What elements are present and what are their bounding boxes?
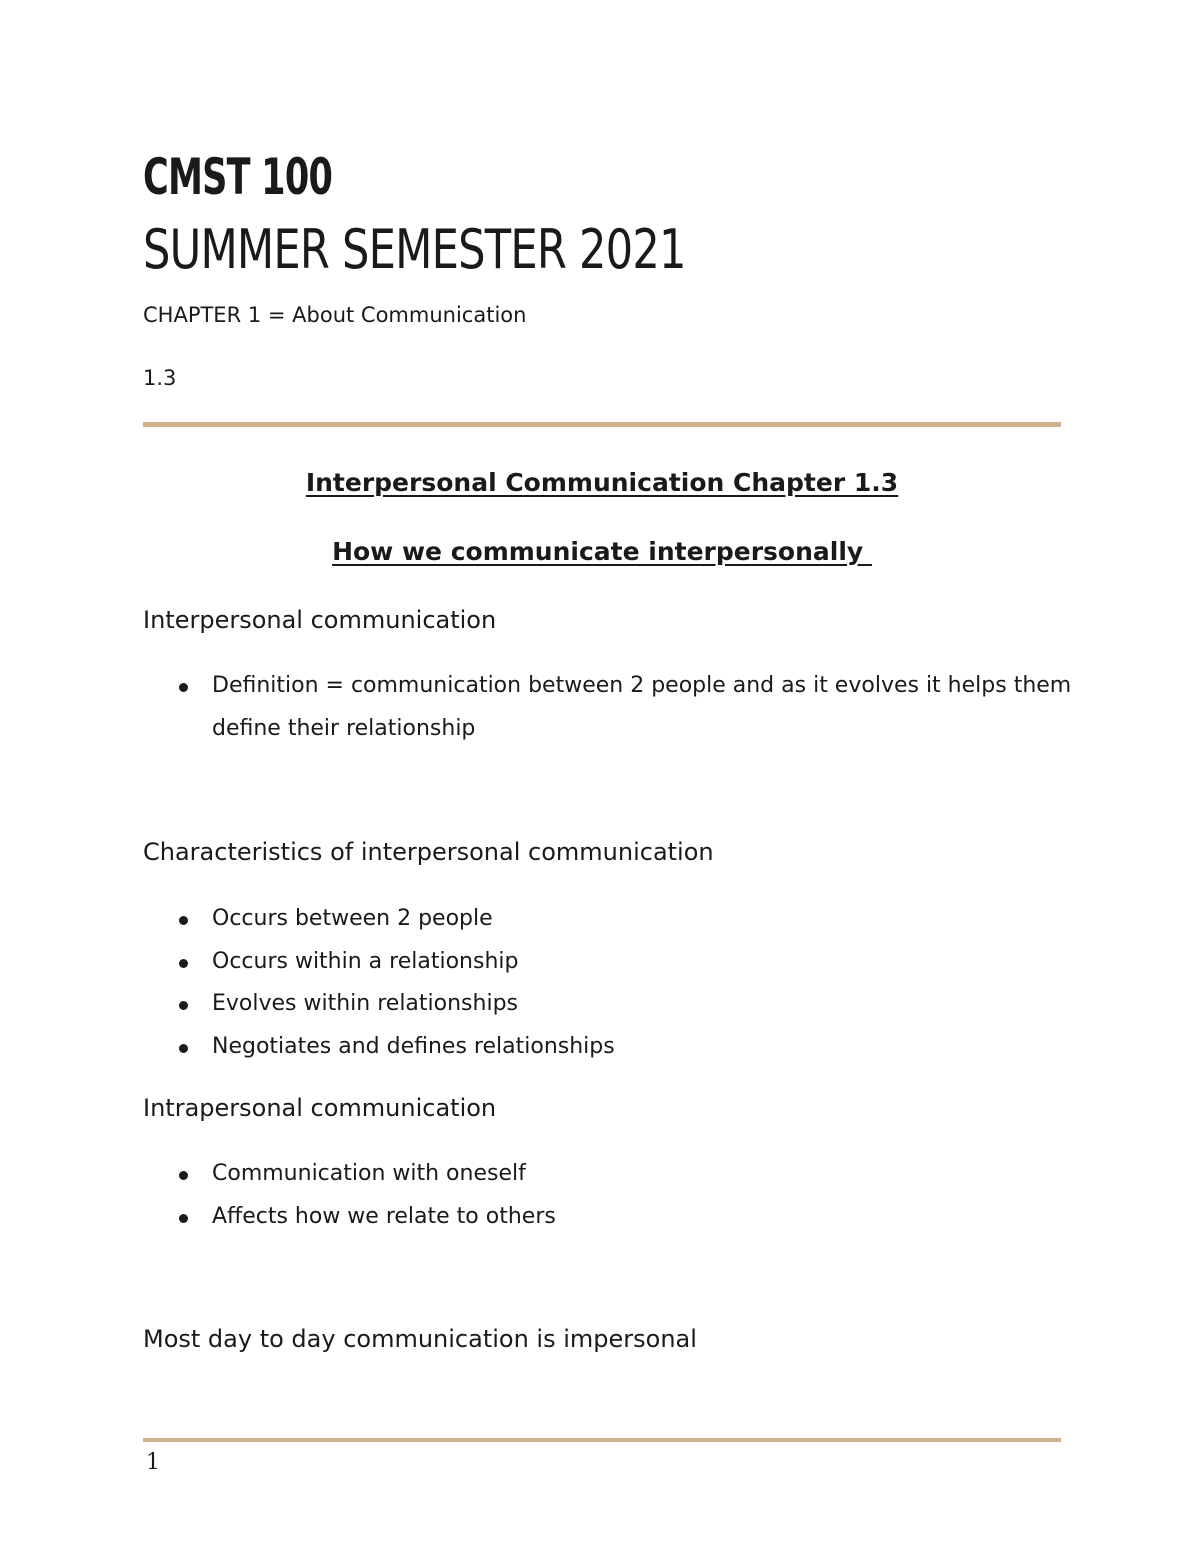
list-item (143, 665, 1072, 750)
interpersonal-list (143, 665, 1072, 750)
list-item-text: Occurs within a relationship (212, 948, 519, 974)
list-item (143, 1196, 1061, 1239)
list-item-text: Definition = communication between 2 people and as it evolves it helps them define their relationship (212, 673, 1072, 741)
intrapersonal-list (143, 1153, 1061, 1238)
characteristics-list (143, 898, 1061, 1068)
course-title: CMST 100 (143, 148, 333, 206)
subheading: How we communicate interpersonally (332, 537, 872, 566)
bullet-icon (179, 683, 188, 692)
list-item-text: Negotiates and defines relationships (212, 1033, 615, 1059)
list-item-text: Communication with oneself (212, 1161, 526, 1186)
list-item (143, 898, 1061, 941)
chapter-heading: Interpersonal Communication Chapter 1.3 (305, 468, 899, 497)
list-item-text: Occurs between 2 people (212, 906, 493, 931)
characteristics-title: Characteristics of interpersonal communication (143, 838, 714, 866)
section-number: 1.3 (143, 366, 177, 390)
bullet-icon (179, 1214, 188, 1223)
header-divider (143, 422, 1061, 427)
bullet-icon (179, 1171, 188, 1180)
bullet-icon (179, 959, 188, 968)
chapter-label: CHAPTER 1 = About Communication (143, 303, 527, 327)
page-number: 1 (146, 1450, 160, 1475)
bullet-icon (179, 1044, 188, 1053)
bullet-icon (179, 916, 188, 925)
interpersonal-title: Interpersonal communication (143, 606, 497, 634)
footer-divider (143, 1438, 1061, 1442)
list-item (143, 1026, 1061, 1069)
intrapersonal-title: Intrapersonal communication (143, 1094, 497, 1122)
list-item-text: Evolves within relationships (212, 991, 519, 1016)
list-item (143, 1153, 1061, 1196)
bullet-icon (179, 1001, 188, 1010)
list-item (143, 941, 1061, 984)
list-item (143, 983, 1061, 1026)
closing-statement: Most day to day communication is impersonal (143, 1325, 697, 1353)
semester-title: SUMMER SEMESTER 2021 (143, 218, 686, 281)
list-item-text: Affects how we relate to others (212, 1203, 556, 1229)
